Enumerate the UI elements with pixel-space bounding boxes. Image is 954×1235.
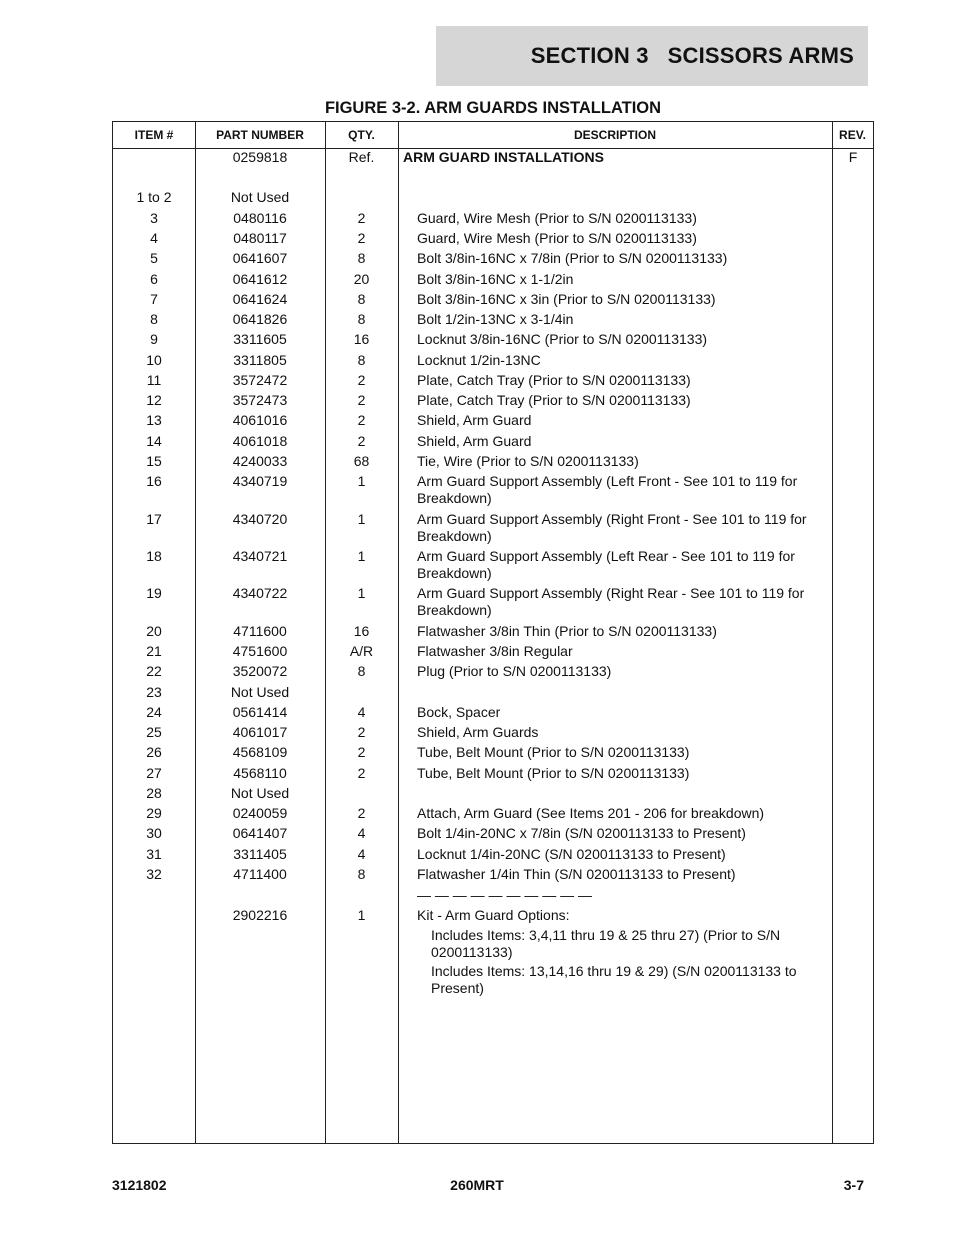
part-number: 4061018 (232, 433, 288, 449)
item-number: 27 (146, 765, 162, 781)
quantity: Ref. (348, 149, 375, 165)
quantity: 68 (353, 453, 370, 469)
part-number: 3572472 (232, 372, 288, 388)
description: ARM GUARD INSTALLATIONS (403, 149, 604, 165)
description: Flatwasher 3/8in Thin (Prior to S/N 0200113133) (417, 623, 717, 639)
quantity: 4 (357, 704, 366, 720)
quantity: 1 (357, 473, 366, 489)
table-row (113, 765, 873, 782)
table-row (113, 392, 873, 409)
table-row (113, 548, 873, 582)
table-row (113, 785, 873, 802)
description: Guard, Wire Mesh (Prior to S/N 0200113133) (417, 230, 697, 246)
item-number: 23 (146, 684, 162, 700)
quantity: 1 (357, 585, 366, 601)
part-number: Not Used (230, 189, 290, 205)
description: Plug (Prior to S/N 0200113133) (417, 663, 612, 679)
description: Includes Items: 13,14,16 thru 19 & 29) (S/N 0200113133 to Present) (431, 963, 797, 996)
part-number: 4568110 (233, 765, 287, 781)
part-number: 0641407 (232, 825, 288, 841)
table-row (113, 250, 873, 267)
table-row (113, 412, 873, 429)
part-number: 3311605 (233, 331, 287, 347)
description: Shield, Arm Guard (417, 433, 532, 449)
part-number: 4061016 (232, 412, 288, 428)
description: Arm Guard Support Assembly (Right Front - See 101 to 119 for Breakdown) (417, 511, 807, 544)
item-number: 8 (150, 311, 158, 327)
table-row (113, 331, 873, 348)
table-row (113, 846, 873, 863)
part-number: 4340722 (232, 585, 288, 601)
description: Plate, Catch Tray (Prior to S/N 0200113133) (417, 392, 691, 408)
part-number: 4751600 (232, 643, 288, 659)
quantity: 8 (357, 663, 366, 679)
item-number: 11 (146, 372, 162, 388)
quantity: 16 (353, 623, 370, 639)
part-number: 2902216 (232, 907, 288, 923)
part-number: 0259818 (232, 149, 288, 165)
item-number: 22 (146, 663, 162, 679)
description: Bolt 3/8in-16NC x 1-1/2in (417, 271, 574, 287)
quantity: 2 (357, 210, 366, 226)
part-number: 0641826 (232, 311, 288, 327)
quantity: 2 (357, 744, 366, 760)
item-number: 12 (146, 392, 162, 408)
quantity: 8 (357, 291, 366, 307)
quantity: A/R (349, 643, 374, 659)
item-number: 21 (146, 643, 162, 659)
description: Bolt 3/8in-16NC x 7/8in (Prior to S/N 0200113133) (417, 250, 728, 266)
part-number: 4568109 (232, 744, 288, 760)
table-row (113, 663, 873, 680)
part-number: 0480117 (233, 230, 287, 246)
part-number: 0561414 (232, 704, 288, 720)
item-number: 5 (150, 250, 158, 266)
item-number: 32 (146, 866, 162, 882)
item-number: 14 (146, 433, 162, 449)
table-row (113, 352, 873, 369)
part-number: 0641624 (232, 291, 288, 307)
quantity: 20 (353, 271, 370, 287)
description: Bolt 1/2in-13NC x 3-1/4in (417, 311, 574, 327)
quantity: 2 (357, 392, 366, 408)
table-row (113, 805, 873, 822)
item-number: 28 (146, 785, 162, 801)
quantity: 8 (357, 311, 366, 327)
quantity: 8 (357, 352, 366, 368)
table-row (113, 963, 873, 997)
item-number: 17 (146, 511, 162, 527)
description: Locknut 1/2in-13NC (417, 352, 541, 368)
part-number: 3311805 (233, 352, 287, 368)
table-row (113, 511, 873, 545)
table-row (113, 887, 873, 904)
item-number: 1 to 2 (136, 189, 172, 205)
table-row (113, 643, 873, 660)
description: Flatwasher 3/8in Regular (417, 643, 573, 659)
header-rev: REV. (839, 128, 866, 142)
part-number: 4340720 (232, 511, 288, 527)
quantity: 2 (357, 724, 366, 740)
item-number: 29 (146, 805, 162, 821)
quantity: 2 (357, 765, 366, 781)
header-qty: QTY. (348, 128, 375, 142)
quantity: 2 (357, 230, 366, 246)
item-number: 30 (146, 825, 162, 841)
item-number: 7 (150, 291, 158, 307)
table-row (113, 623, 873, 640)
table-header (113, 122, 873, 149)
description: Kit - Arm Guard Options: (417, 907, 570, 923)
part-number: 4340721 (232, 548, 288, 564)
description: Shield, Arm Guard (417, 412, 532, 428)
table-row (113, 372, 873, 389)
part-number: 4340719 (232, 473, 288, 489)
table-row (113, 210, 873, 227)
description: — — — — — — — — — — (417, 887, 593, 903)
description: Shield, Arm Guards (417, 724, 539, 740)
quantity: 16 (353, 331, 370, 347)
header-part-number: PART NUMBER (216, 128, 304, 142)
description: Tube, Belt Mount (Prior to S/N 0200113133) (417, 744, 690, 760)
part-number: 0240059 (232, 805, 288, 821)
quantity: 4 (357, 846, 366, 862)
quantity: 2 (357, 805, 366, 821)
quantity: 2 (357, 433, 366, 449)
part-number: 4711400 (233, 866, 287, 882)
table-row (113, 311, 873, 328)
table-row (113, 433, 873, 450)
quantity: 1 (357, 511, 366, 527)
description: Arm Guard Support Assembly (Left Rear - See 101 to 119 for Breakdown) (417, 548, 795, 581)
footer-model: 260MRT (450, 1177, 504, 1193)
parts-table (112, 121, 874, 1144)
description: Arm Guard Support Assembly (Right Rear - See 101 to 119 for Breakdown) (417, 585, 805, 618)
item-number: 13 (146, 412, 162, 428)
quantity: 1 (357, 548, 366, 564)
quantity: 2 (357, 372, 366, 388)
description: Includes Items: 3,4,11 thru 19 & 25 thru 27) (Prior to S/N 0200113133) (431, 927, 781, 960)
footer-page-number: 3-7 (843, 1177, 864, 1193)
item-number: 26 (146, 744, 162, 760)
quantity: 1 (357, 907, 366, 923)
item-number: 19 (146, 585, 162, 601)
part-number: 4061017 (232, 724, 288, 740)
item-number: 3 (150, 210, 158, 226)
part-number: 0480116 (233, 210, 287, 226)
table-row (113, 585, 873, 619)
description: Bock, Spacer (417, 704, 501, 720)
table-row (113, 907, 873, 924)
table-row (113, 927, 873, 961)
item-number: 18 (146, 548, 162, 564)
description: Bolt 1/4in-20NC x 7/8in (S/N 0200113133 to Present) (417, 825, 746, 841)
table-row (113, 149, 873, 166)
description: Tube, Belt Mount (Prior to S/N 0200113133) (417, 765, 690, 781)
part-number: 4711600 (233, 623, 287, 639)
item-number: 4 (150, 230, 158, 246)
description: Flatwasher 1/4in Thin (S/N 0200113133 to Present) (417, 866, 736, 882)
description: Guard, Wire Mesh (Prior to S/N 0200113133) (417, 210, 697, 226)
part-number: Not Used (230, 785, 290, 801)
description: Arm Guard Support Assembly (Left Front - See 101 to 119 for Breakdown) (417, 473, 798, 506)
item-number: 10 (146, 352, 162, 368)
item-number: 9 (150, 331, 158, 347)
table-row (113, 230, 873, 247)
part-number: 0641612 (232, 271, 288, 287)
table-row (113, 744, 873, 761)
section-header (436, 26, 868, 86)
item-number: 20 (146, 623, 162, 639)
part-number: 3520072 (232, 663, 288, 679)
quantity: 2 (357, 412, 366, 428)
quantity: 8 (357, 866, 366, 882)
table-row (113, 473, 873, 507)
item-number: 25 (146, 724, 162, 740)
table-row (113, 724, 873, 741)
item-number: 15 (146, 453, 162, 469)
item-number: 6 (150, 271, 158, 287)
description: Bolt 3/8in-16NC x 3in (Prior to S/N 0200113133) (417, 291, 716, 307)
description: Locknut 1/4in-20NC (S/N 0200113133 to Present) (417, 846, 726, 862)
table-row (113, 825, 873, 842)
table-row (113, 453, 873, 470)
item-number: 16 (146, 473, 162, 489)
description: Locknut 3/8in-16NC (Prior to S/N 0200113133) (417, 331, 708, 347)
description: Attach, Arm Guard (See Items 201 - 206 for breakdown) (417, 805, 765, 821)
part-number: 0641607 (232, 250, 288, 266)
quantity: 4 (357, 825, 366, 841)
part-number: 3311405 (233, 846, 287, 862)
section-title: SECTION 3 SCISSORS ARMS (530, 43, 854, 68)
table-row (113, 684, 873, 701)
description: Plate, Catch Tray (Prior to S/N 0200113133) (417, 372, 691, 388)
footer-doc-number: 3121802 (112, 1177, 167, 1193)
revision: F (848, 149, 858, 165)
part-number: 3572473 (232, 392, 288, 408)
figure-title: FIGURE 3-2. ARM GUARDS INSTALLATION (324, 99, 662, 117)
header-item: ITEM # (134, 128, 174, 142)
table-row (113, 271, 873, 288)
table-row (113, 291, 873, 308)
header-description: DESCRIPTION (573, 128, 656, 142)
description: Tie, Wire (Prior to S/N 0200113133) (417, 453, 639, 469)
item-number: 24 (146, 704, 162, 720)
part-number: Not Used (230, 684, 290, 700)
table-row (113, 189, 873, 206)
part-number: 4240033 (232, 453, 288, 469)
table-row (113, 704, 873, 721)
item-number: 31 (146, 846, 162, 862)
quantity: 8 (357, 250, 366, 266)
table-row (113, 866, 873, 883)
